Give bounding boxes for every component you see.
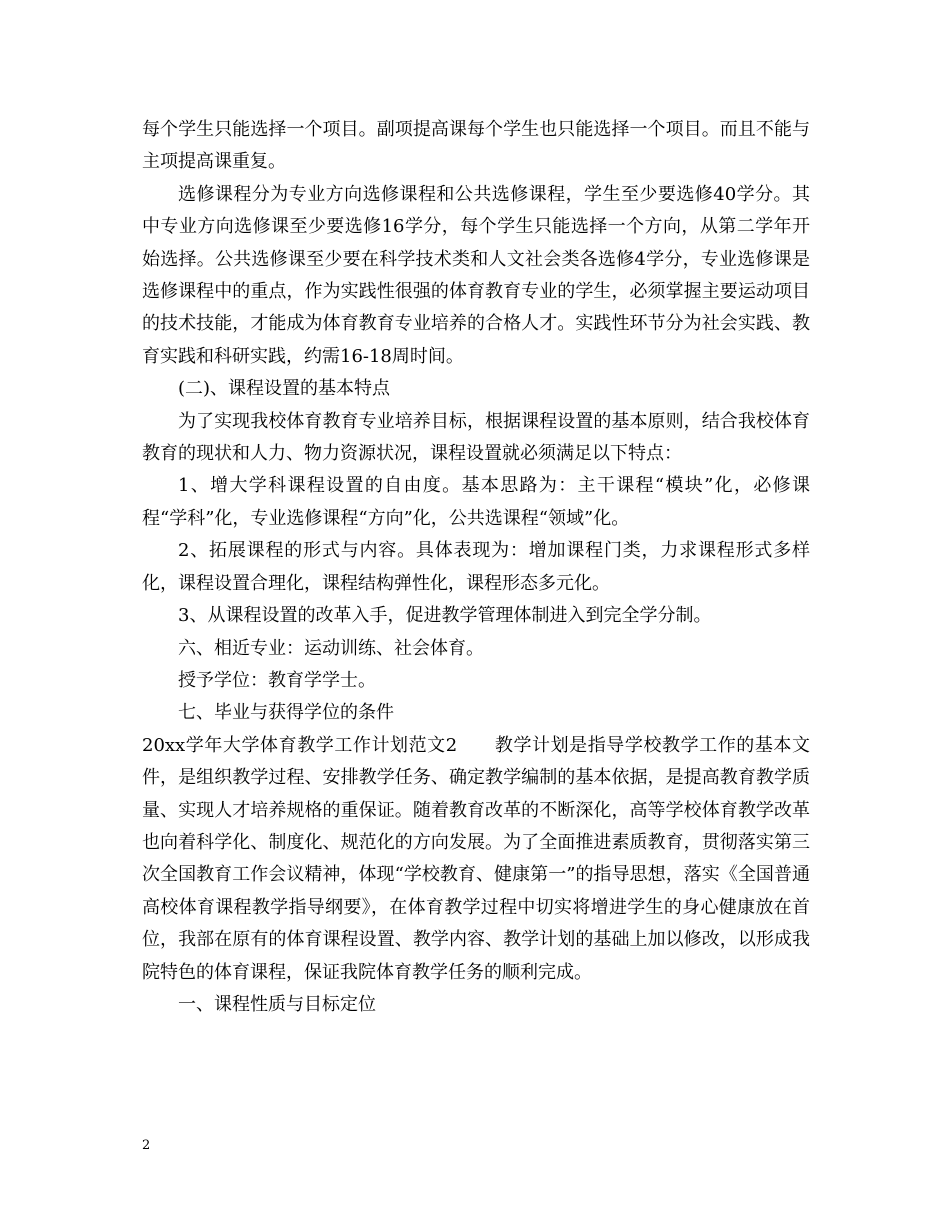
paragraph: 授予学位：教育学学士。 [178,669,376,691]
section-heading: (二)、课程设置的基本特点 [178,378,391,400]
paragraph: 20xx学年大学体育教学工作计划范文2 教学计划是指导学校教学工作的基本文件，是组织教学过程、安排教学任务、确定教学编制的基本依据，是提高教育教学质量、实现人才培养规格的重保证。随着教育改革的不断深化，高等学校体育教学改革也向着科学化、制度化、规范化的方向发展。为了全面推进素质教育，贯彻落实第三次全国教育工作会议精神，体现“学校教育、健康第一”的指导思想，落实《全国普通高校体育课程教学指导纲要》，在体育教学过程中切实将增进学生的身心健康放在首位，我部在原有的体育课程设置、教学内容、教学计划的基础上加以修改，以形成我院特色的体育课程，保证我院体育教学任务的顺利完成。 [142,734,810,983]
paragraph: 为了实现我校体育教育专业培养目标，根据课程设置的基本原则，结合我校体育教育的现状和人力、物力资源状况，课程设置就必须满足以下特点： [142,410,810,465]
list-item: 2、拓展课程的形式与内容。具体表现为：增加课程门类，力求课程形式多样化，课程设置合理化，课程结构弹性化，课程形态多元化。 [142,540,810,594]
document-body [142,114,810,1021]
list-item: 1、增大学科课程设置的自由度。基本思路为：主干课程“模块”化，必修课程“学科”化，专业选修课程“方向”化，公共选课程“领域”化。 [142,475,810,529]
list-item: 3、从课程设置的改革入手，促进教学管理体制进入到完全学分制。 [178,605,712,627]
section-heading: 七、毕业与获得学位的条件 [178,702,394,724]
paragraph: 选修课程分为专业方向选修课程和公共选修课程，学生至少要选修40学分。其中专业方向选修课至少要选修16学分，每个学生只能选择一个方向，从第二学年开始选择。公共选修课至少要在科学技术类和人文社会类各选修4学分，专业选修课是选修课程中的重点，作为实践性很强的体育教育专业的学生，必须掌握主要运动项目的技术技能，才能成为体育教育专业培养的合格人才。实践性环节分为社会实践、教育实践和科研实践，约需16-18周时间。 [142,183,810,367]
section-heading: 六、相近专业：运动训练、社会体育。 [178,637,484,659]
page-number: 2 [142,1138,151,1153]
paragraph: 每个学生只能选择一个项目。副项提高课每个学生也只能选择一个项目。而且不能与主项提高课重复。 [142,119,810,173]
section-heading: 一、课程性质与目标定位 [178,993,376,1015]
